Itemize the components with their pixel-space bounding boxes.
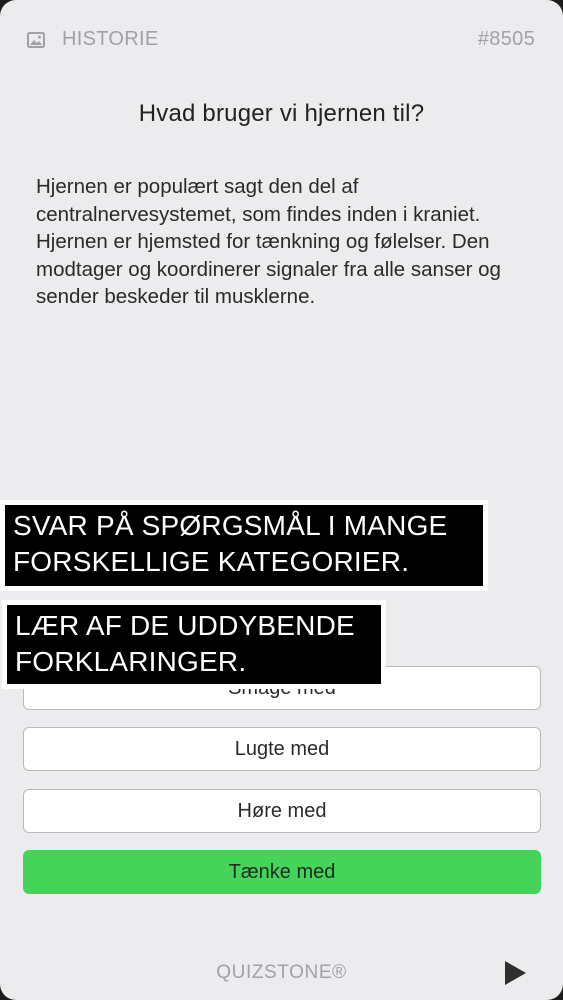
category	[27, 28, 159, 51]
picture-icon	[27, 32, 45, 48]
answer-label: Lugte med	[234, 737, 330, 760]
question-id: #8505	[477, 28, 535, 50]
play-icon[interactable]	[503, 960, 527, 986]
question-title: Hvad bruger vi hjernen til?	[138, 100, 425, 127]
brand-footer: QUIZSTONE®	[216, 962, 347, 983]
promo-banner-explanations: LÆR AF DE UDDYBENDE FORKLARINGER.	[2, 600, 386, 689]
answer-option-2[interactable]	[23, 727, 541, 771]
top-bar	[27, 28, 535, 56]
answer-label: Høre med	[237, 799, 327, 822]
promo-banner-categories: SVAR PÅ SPØRGSMÅL I MANGE FORSKELLIGE KATEGORIER.	[0, 500, 488, 591]
answer-option-correct[interactable]	[23, 850, 541, 894]
explanation-text: Hjernen er populært sagt den del af centralnervesystemet, som findes inden i kraniet. Hjernen er hjemsted for tænkning og følelser. Den modtager og koordinerer signaler fra alle sanser og sender beskeder til musklerne.	[36, 175, 501, 308]
category-label: HISTORIE	[62, 28, 159, 50]
answer-option-3[interactable]	[23, 789, 541, 833]
answer-label: Tænke med	[228, 860, 336, 883]
